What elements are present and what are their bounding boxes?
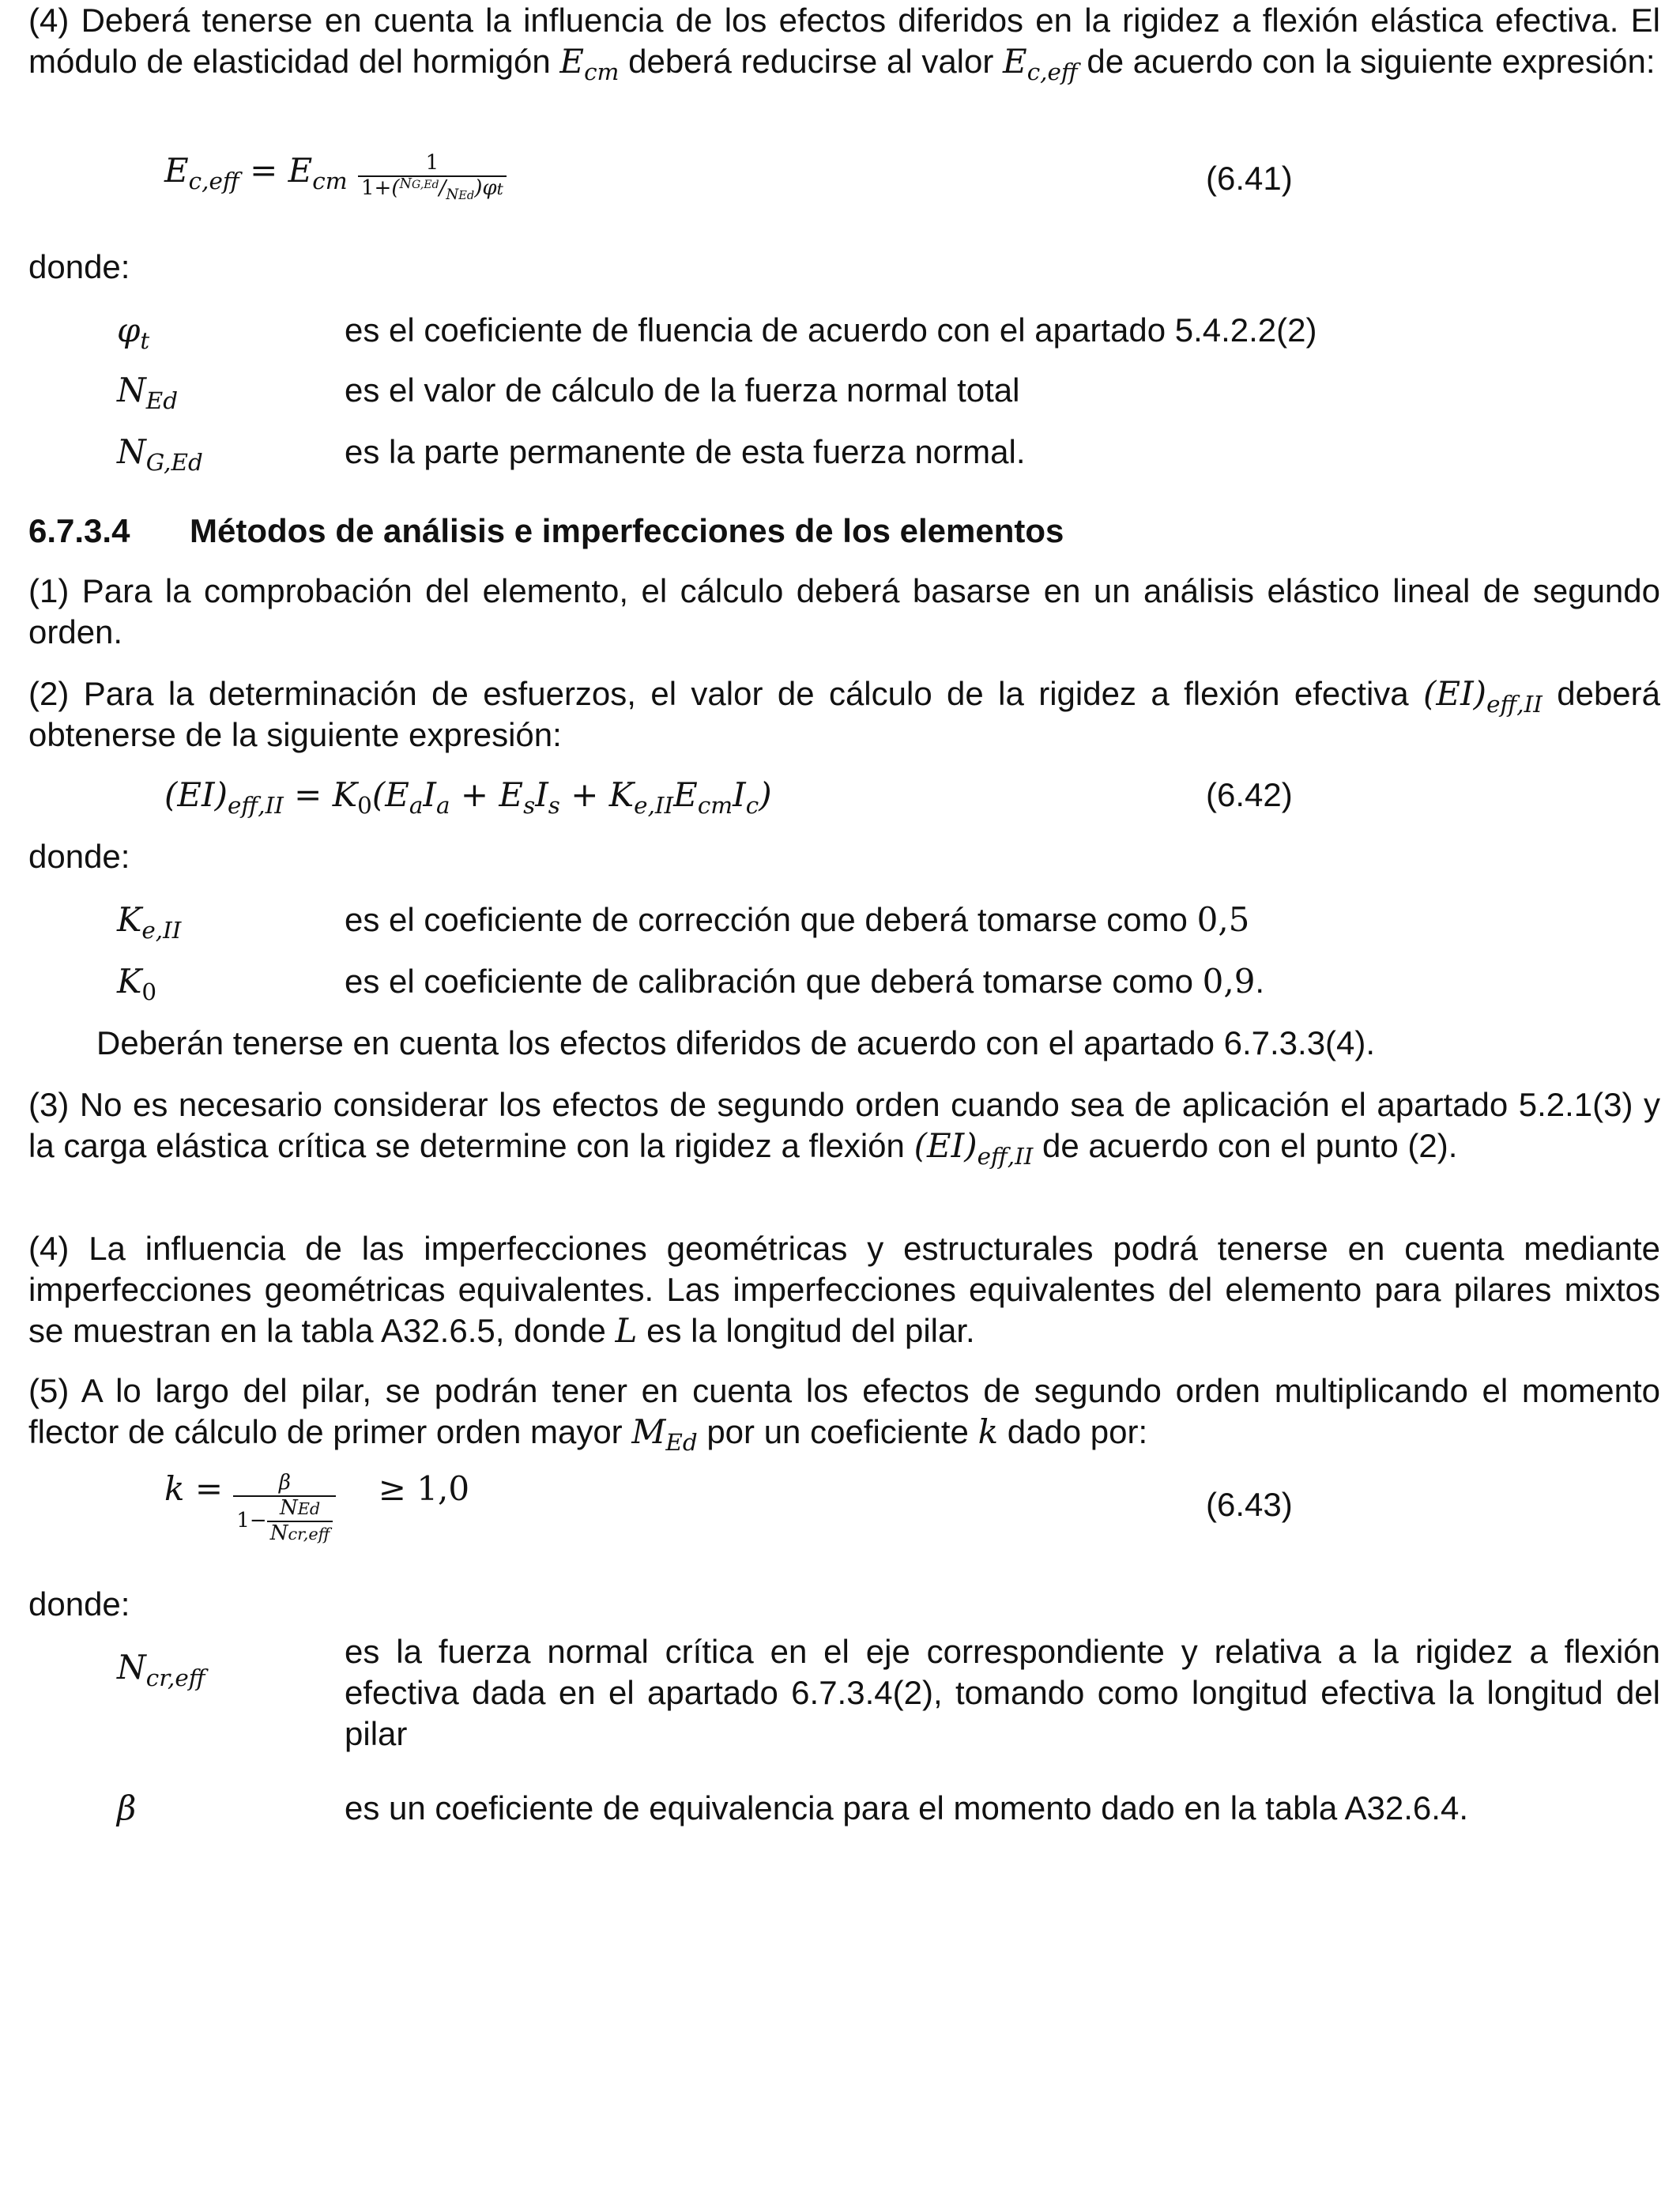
equation-number: (6.42) bbox=[1206, 776, 1293, 813]
diferidos-note: Deberán tenerse en cuenta los efectos diferidos de acuerdo con el apartado 6.7.3.3(4). bbox=[96, 1024, 1376, 1061]
definition-k-e-ii: es el coeficiente de corrección que deberá tomarse como 0,5 bbox=[345, 900, 1250, 939]
equation-6-43: k = β 1− $\frac{\text{NEd}}{\text{Ncr,eff}}$ ≥ 1,0 bbox=[164, 1469, 470, 1545]
donde-label: donde: bbox=[28, 248, 130, 285]
definition-n-g-ed: es la parte permanente de esta fuerza normal. bbox=[345, 433, 1026, 470]
equation-number: (6.41) bbox=[1206, 160, 1293, 197]
donde-label: donde: bbox=[28, 1585, 130, 1623]
symbol-k-e-ii: $K_{e,II}$ bbox=[117, 900, 182, 944]
section-heading bbox=[28, 511, 1660, 552]
symbol-n-g-ed: $N_{G,Ed}$ bbox=[117, 432, 203, 477]
paragraph-s1: (1) Para la comprobación del elemento, el cálculo deberá basarse en un análisis elástico lineal de segundo orden. bbox=[28, 572, 1660, 650]
equation-6-41: $E_{c,eff} = E_{cm}$ $\frac{1}{1+(^{NG,Ed}/_{NEd})\varphi t}$ bbox=[164, 150, 507, 201]
symbol-k-0: $K_0$ bbox=[117, 962, 157, 1006]
equation-number: (6.43) bbox=[1206, 1486, 1293, 1523]
definition-beta: es un coeficiente de equivalencia para el momento dado en la tabla A32.6.4. bbox=[345, 1789, 1468, 1826]
paragraph-s5: (5) A lo largo del pilar, se podrán tener en cuenta los efectos de segundo orden multiplicando el momento flector de cálculo de primer orden mayor $M_{Ed}$ por un coeficiente k dado por: bbox=[28, 1372, 1660, 1457]
equation-6-42: $(EI)_{eff,II} = K_0(E_aI_a + E_sI_s + K_{e,II}E_{cm}I_c)$ bbox=[164, 775, 772, 820]
paragraph-s2: (2) Para la determinación de esfuerzos, el valor de cálculo de la rigidez a flexión efectiva $(EI)_{eff,II}$ deberá obtenerse de la siguiente expresión: bbox=[28, 674, 1661, 753]
paragraph-s4: (4) La influencia de las imperfecciones geométricas y estructurales podrá tenerse en cuenta mediante imperfecciones geométricas equivalentes. Las imperfecciones equivalentes del elemento para pilares mixtos se muestran en la tabla A32.6.5, donde L es la longitud del pilar. bbox=[28, 1230, 1660, 1350]
symbol-n-cr-eff: $N_{cr,eff}$ bbox=[117, 1648, 205, 1692]
paragraph-s3: (3) No es necesario considerar los efectos de segundo orden cuando sea de aplicación el apartado 5.2.1(3) y la carga elástica crítica se determine con la rigidez a flexión $(EI)_{eff,II}$ de acuerdo con el punto (2). bbox=[28, 1086, 1660, 1171]
section-title: Métodos de análisis e imperfecciones de los elementos bbox=[190, 512, 1064, 549]
definition-n-cr-eff: es la fuerza normal crítica en el eje correspondiente y relativa a la rigidez a flexión efectiva dada en el apartado 6.7.3.4(2), tomando como longitud efectiva la longitud del pilar bbox=[345, 1633, 1660, 1752]
section-number: 6.7.3.4 bbox=[28, 512, 130, 549]
definition-phi-t: es el coeficiente de fluencia de acuerdo con el apartado 5.4.2.2(2) bbox=[345, 311, 1317, 349]
symbol-beta: β bbox=[117, 1789, 137, 1827]
definition-n-ed: es el valor de cálculo de la fuerza normal total bbox=[345, 371, 1020, 409]
paragraph-4-intro: (4) Deberá tenerse en cuenta la influencia de los efectos diferidos en la rigidez a flexión elástica efectiva. El módulo de elasticidad del hormigón $E_{cm}$ deberá reducirse al valor $E_{c,eff}$ de acuerdo con la siguiente expresión: bbox=[28, 2, 1660, 86]
symbol-phi-t: $\varphi_t$ bbox=[117, 311, 150, 355]
document-page bbox=[28, 0, 1660, 2194]
donde-label: donde: bbox=[28, 838, 130, 875]
definition-k-0: es el coeficiente de calibración que deberá tomarse como 0,9. bbox=[345, 962, 1265, 1001]
symbol-n-ed: $N_{Ed}$ bbox=[117, 371, 179, 415]
